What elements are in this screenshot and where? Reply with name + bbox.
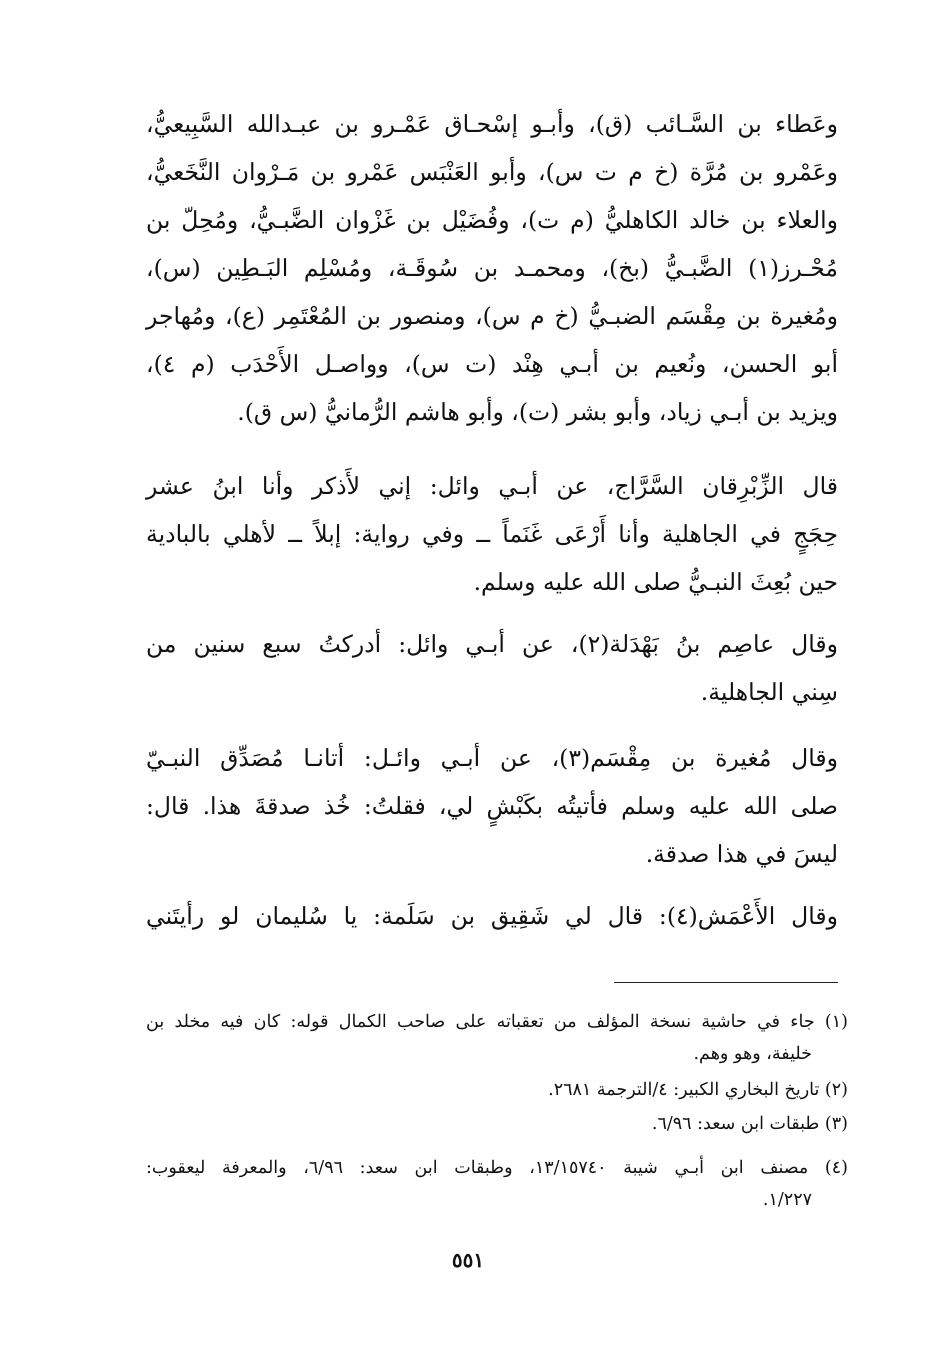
text-line: وعَطاء بن السَّـائب (ق)، وأبـو إسْحـاق عَمْـرو بن عبـدالله السَّبِيعيُّ،: [146, 110, 838, 138]
page-number: ٥٥١: [451, 1248, 485, 1272]
paragraph-mughira: [146, 734, 838, 878]
footnote-line: (٤) مصنف ابن أبـي شيبة ١٣/١٥٧٤٠، وطبقات ابن سعد: ٦/٩٦، والمعرفة ليعقوب:: [146, 1158, 848, 1178]
text-line: والعلاء بن خالد الكاهليُّ (م ت)، وفُضَيْل بن غَزْوان الضَّبـيُّ، ومُحِلّ بن: [146, 206, 838, 234]
text-line: حِجَجٍ في الجاهلية وأنا أَرْعَى غَنَماً ــ وفي رواية: إبلاً ــ لأهلي بالبادية: [146, 520, 838, 548]
paragraph-amash: [146, 892, 838, 940]
footnote-4: [146, 1152, 848, 1216]
text-line: وعَمْرو بن مُرَّة (خ م ت س)، وأبو العَنْبَس عَمْرو بن مَـرْوان النَّخَعيُّ،: [146, 158, 838, 186]
text-line: ومُغيرة بن مِقْسَم الضبـيُّ (خ م س)، ومنصور بن المُعْتَمِر (ع)، ومُهاجر: [146, 302, 838, 330]
text-line: حين بُعِثَ النبـيُّ صلى الله عليه وسلم.: [473, 568, 838, 596]
text-line: ليسَ في هذا صدقة.: [645, 840, 838, 868]
text-line: وقال مُغيرة بن مِقْسَم(٣)، عن أبـي وائـل: أتانـا مُصَدِّق النبـيّ: [146, 744, 838, 772]
footnote-line: (١) جاء في حاشية نسخة المؤلف من تعقباته على صاحب الكمال قوله: كان فيه مخلد بن: [146, 1012, 848, 1032]
footnote-1: [146, 1006, 848, 1070]
text-line: مُحْـرز(١) الضَّبـيُّ (بخ)، ومحمـد بن سُوقَـة، ومُسْلِم البَـطِين (س)،: [146, 254, 838, 282]
footnote-separator: [614, 982, 838, 983]
text-line: أبو الحسن، ونُعيم بن أبـي هِنْد (ت س)، وواصـل الأَحْدَب (م ٤)،: [146, 350, 838, 378]
footnote-line: خليفة، وهو وهم.: [693, 1044, 812, 1064]
paragraph-zibriqan: [146, 462, 838, 606]
footnote-line: (٣) طبقات ابن سعد: ٦/٩٦.: [651, 1114, 848, 1134]
footnote-3: [146, 1108, 848, 1140]
text-line: وقال الأَعْمَش(٤): قال لي شَقِيق بن سَلَمة: يا سُليمان لو رأيتَني: [146, 902, 838, 930]
footnote-2: [146, 1074, 848, 1106]
paragraph-narrators: [146, 100, 838, 436]
text-line: وقال عاصِم بنُ بَهْدَلة(٢)، عن أبـي وائل: أدركتُ سبع سنين من: [146, 630, 838, 658]
paragraph-asim: [146, 620, 838, 716]
text-line: سِني الجاهلية.: [700, 678, 838, 706]
text-line: صلى الله عليه وسلم فأتيتُه بكَبْشٍ لي، فقلتُ: خُذ صدقةَ هذا. قال:: [146, 792, 838, 820]
footnote-line: ١/٢٢٧.: [762, 1190, 812, 1210]
text-line: ويزيد بن أبـي زياد، وأبو بشر (ت)، وأبو هاشم الرُّمانيُّ (س ق).: [237, 398, 838, 426]
footnote-line: (٢) تاريخ البخاري الكبير: ٤/الترجمة ٢٦٨١.: [548, 1080, 848, 1100]
text-line: قال الزِّبْرِقان السَّرَّاج، عن أبـي وائل: إني لأَذكر وأنا ابنُ عشر: [146, 472, 838, 500]
